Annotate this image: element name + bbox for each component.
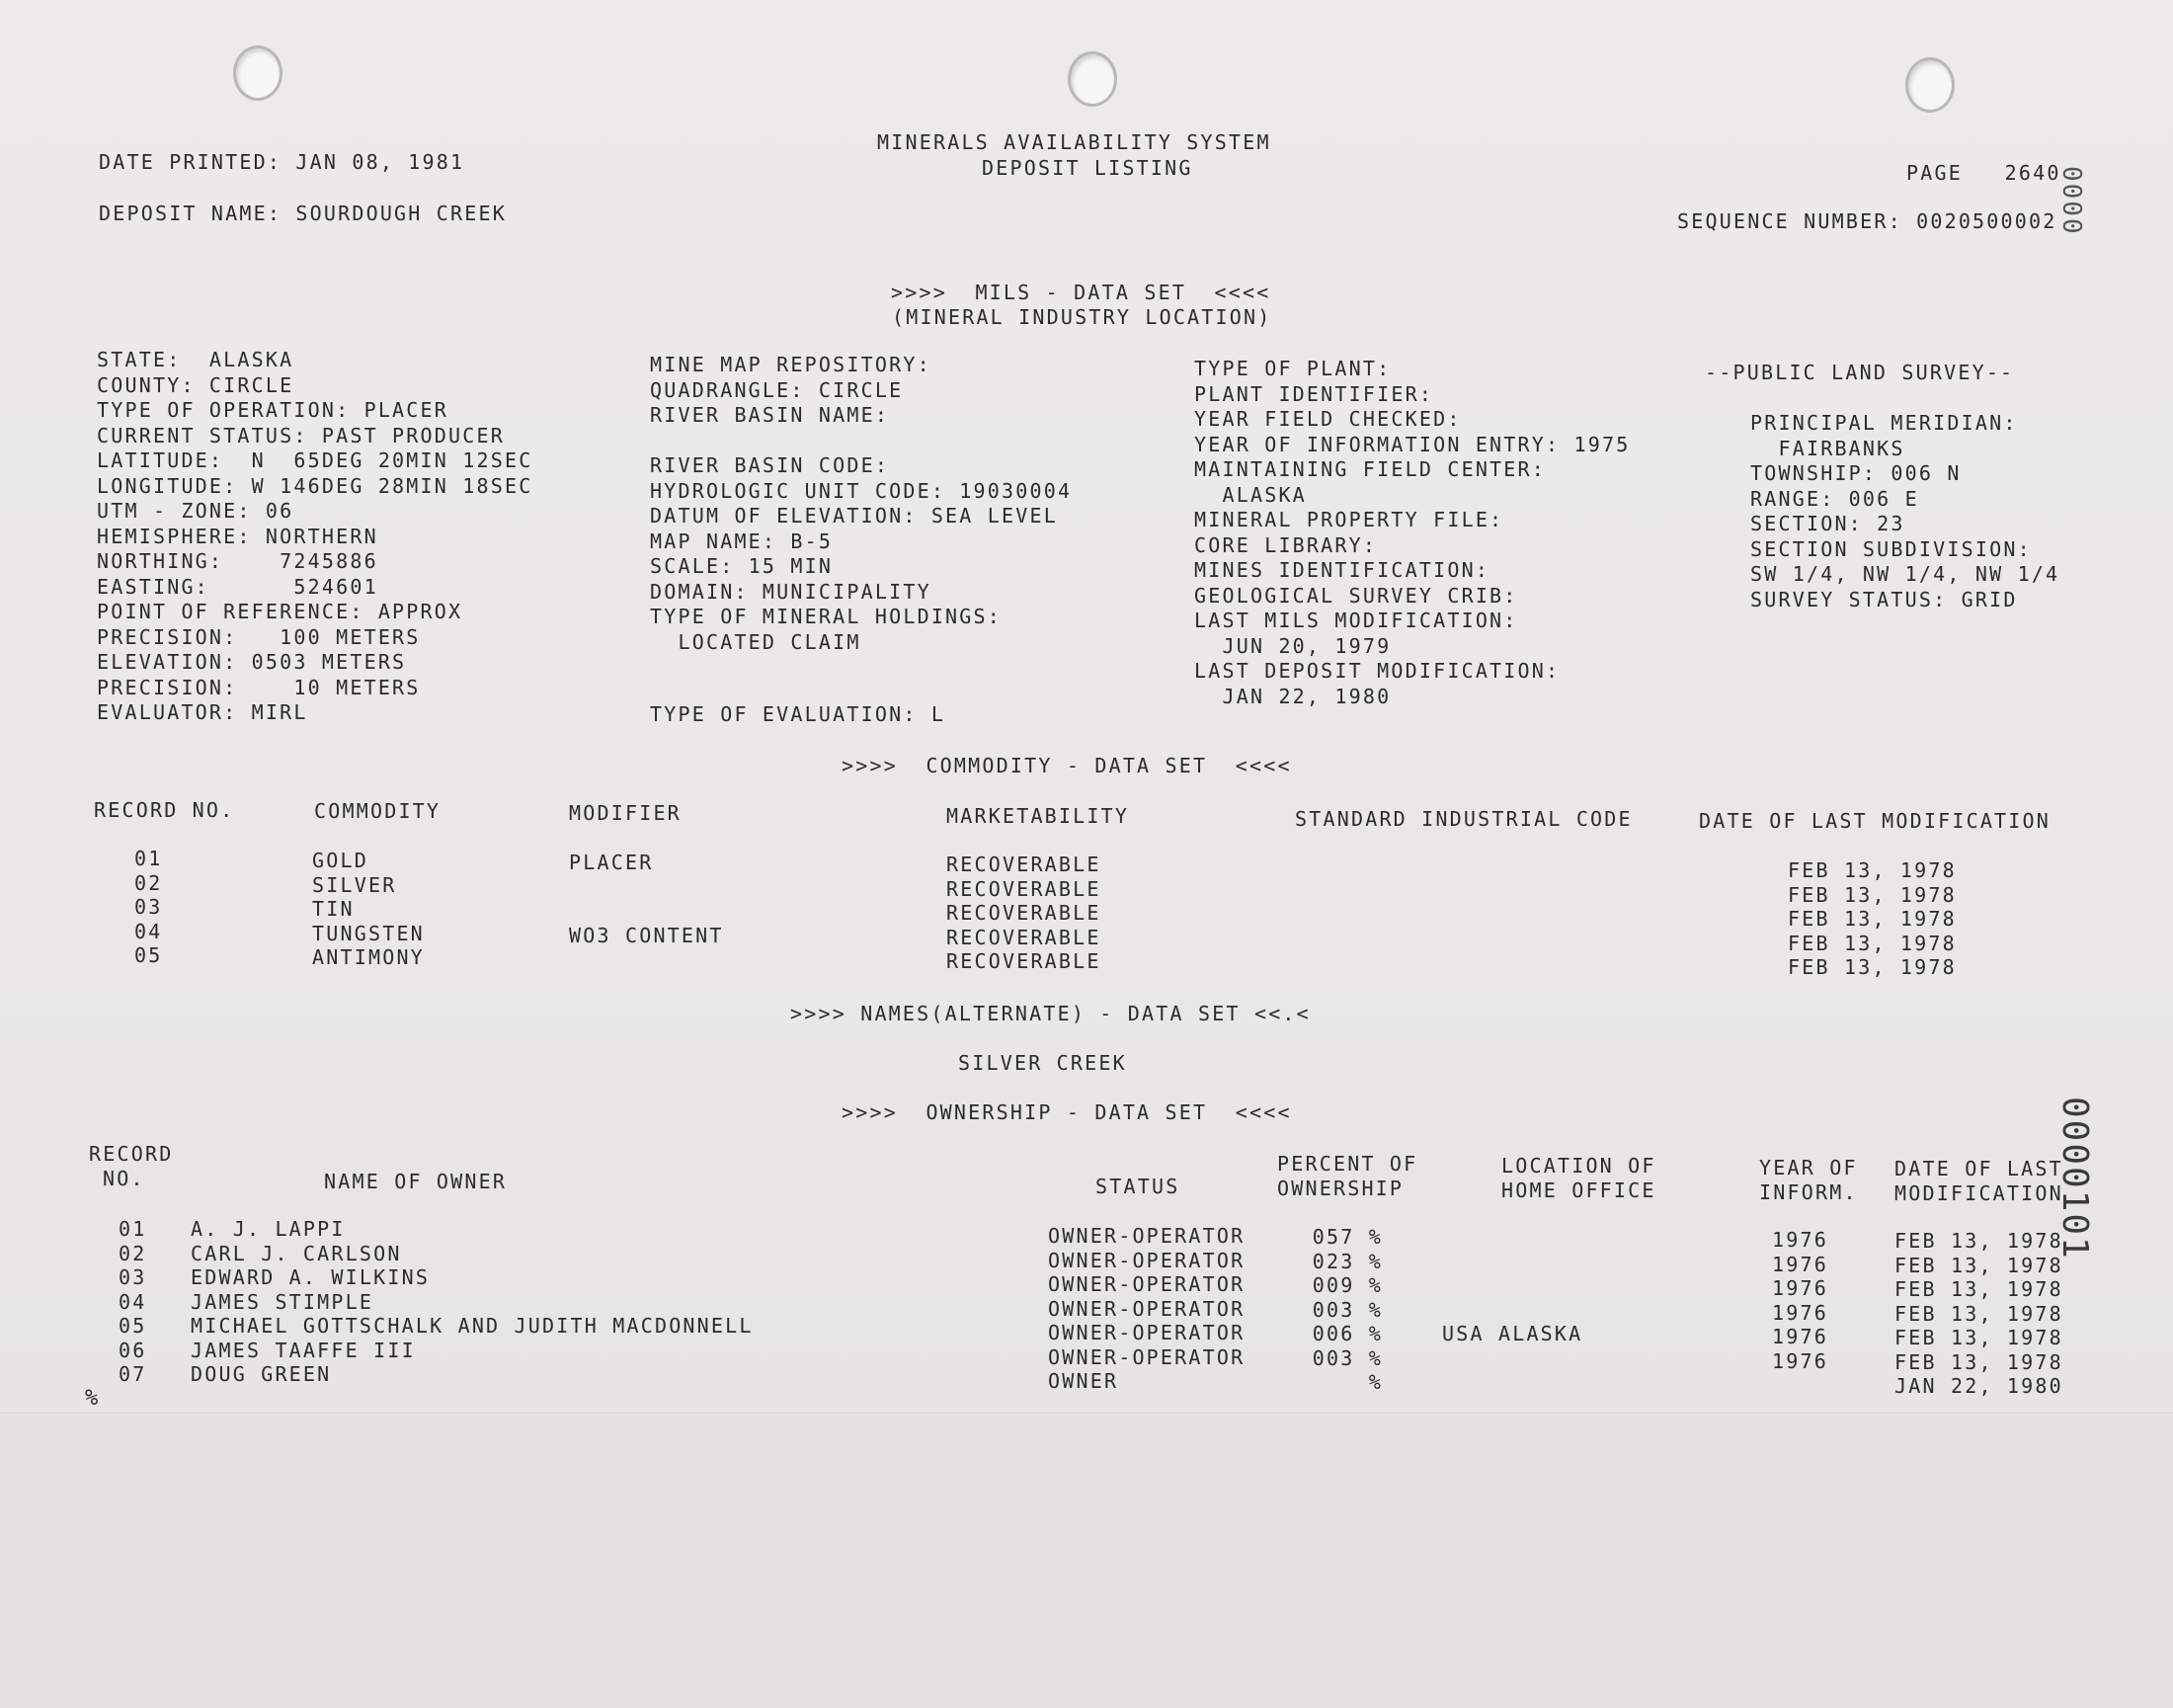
owner-name: JAMES TAAFFE III [191, 1338, 416, 1362]
commodity-record-no: 01 [134, 847, 163, 870]
commodity-title: >>>> COMMODITY - DATA SET <<<< [842, 754, 1292, 777]
public-land-survey-title: --PUBLIC LAND SURVEY-- [1705, 361, 2015, 384]
mils-plant-line: YEAR OF INFORMATION ENTRY: 1975 [1194, 432, 1631, 456]
commodity-header-modifier: MODIFIER [569, 801, 682, 825]
mils-map-line: SCALE: 15 MIN [650, 554, 834, 578]
mils-location-line: LATITUDE: N 65DEG 20MIN 12SEC [97, 448, 533, 472]
owner-percent: 003 % [1312, 1345, 1383, 1370]
mils-map-line: MINE MAP REPOSITORY: [650, 353, 931, 376]
punch-hole-right-icon [1905, 57, 1955, 113]
mils-plant-line: CORE LIBRARY: [1194, 532, 1378, 557]
commodity-name: TUNGSTEN [312, 921, 425, 945]
ownership-header-inform: INFORM. [1759, 1180, 1858, 1204]
punch-hole-center-icon [1068, 51, 1117, 107]
owner-location: USA ALASKA [1442, 1322, 1583, 1345]
ownership-location-column [1442, 1225, 1582, 1395]
owner-status: OWNER [1048, 1369, 1119, 1393]
owner-name: CARL J. CARLSON [191, 1241, 402, 1265]
owner-name: EDWARD A. WILKINS [191, 1265, 431, 1289]
commodity-name: GOLD [312, 849, 368, 872]
mils-plant-line: MAINTAINING FIELD CENTER: [1194, 457, 1547, 481]
commodity-date: FEB 13, 1978 [1788, 931, 1957, 955]
punch-hole-left-icon [233, 45, 282, 101]
owner-date: FEB 13, 1978 [1894, 1326, 2063, 1349]
owner-date: FEB 13, 1978 [1894, 1229, 2063, 1253]
owner-percent: 003 % [1312, 1297, 1383, 1322]
owner-date: FEB 13, 1978 [1894, 1277, 2063, 1301]
ownership-header-home-office: HOME OFFICE [1501, 1179, 1656, 1202]
mils-location-line: ELEVATION: 0503 METERS [97, 650, 407, 674]
owner-year: 1976 [1772, 1300, 1828, 1325]
owner-year: 1976 [1772, 1276, 1828, 1300]
owner-record-no: 01 [119, 1217, 147, 1241]
mils-location-line: PRECISION: 100 METERS [97, 624, 421, 649]
owner-record-no: 04 [119, 1289, 147, 1314]
commodity-modifier [569, 947, 724, 972]
mils-plant-line: JAN 22, 1980 [1194, 684, 1392, 708]
commodity-date: FEB 13, 1978 [1788, 907, 1957, 931]
commodity-header-commodity: COMMODITY [314, 799, 442, 823]
mils-location-line: EVALUATOR: MIRL [97, 700, 308, 724]
mils-location-line: EASTING: 524601 [97, 574, 378, 599]
mils-plant-line: ALASKA [1194, 482, 1307, 507]
mils-location-line: HEMISPHERE: NORTHERN [97, 524, 378, 548]
mils-location-line: STATE: ALASKA [97, 348, 294, 371]
owner-status: OWNER-OPERATOR [1048, 1344, 1246, 1369]
owner-percent: 009 % [1312, 1273, 1383, 1297]
listing-title: DEPOSIT LISTING [982, 156, 1193, 180]
commodity-date-column [1788, 858, 1957, 980]
owner-name: DOUG GREEN [191, 1362, 332, 1386]
owner-status: OWNER-OPERATOR [1048, 1296, 1246, 1321]
owner-year: 1976 [1772, 1252, 1828, 1276]
mils-location-line: POINT OF REFERENCE: APPROX [97, 600, 463, 623]
owner-record-no: 02 [119, 1241, 147, 1265]
owner-location [1442, 1273, 1582, 1298]
owner-status: OWNER-OPERATOR [1048, 1321, 1246, 1344]
public-land-survey-line: FAIRBANKS [1750, 436, 1905, 460]
mils-location-line: CURRENT STATUS: PAST PRODUCER [97, 423, 505, 447]
ownership-header-percent: PERCENT OF [1277, 1152, 1418, 1176]
mils-location-column [97, 348, 532, 726]
owner-percent: 057 % [1312, 1225, 1383, 1249]
public-land-survey-line: RANGE: 006 E [1750, 486, 1919, 511]
commodity-marketability: RECOVERABLE [946, 925, 1101, 949]
commodity-name: SILVER [312, 872, 397, 897]
mils-location-line: PRECISION: 10 METERS [97, 675, 421, 699]
ownership-header-ownership: OWNERSHIP [1277, 1177, 1405, 1200]
ownership-header-name: NAME OF OWNER [324, 1170, 508, 1193]
ownership-date-column [1894, 1229, 2063, 1399]
page-bottom-band [0, 1413, 2173, 1708]
owner-percent: % [1368, 1370, 1383, 1394]
owner-location [1442, 1346, 1582, 1371]
owner-record-no: 05 [119, 1314, 147, 1338]
public-land-survey-column [1750, 411, 2059, 612]
mils-map-line: QUADRANGLE: CIRCLE [650, 377, 904, 402]
owner-record-no: 06 [119, 1338, 147, 1362]
owner-location [1442, 1298, 1582, 1323]
mils-map-column [650, 353, 1072, 655]
owner-percent: 023 % [1312, 1249, 1383, 1273]
owner-year [1772, 1373, 1828, 1398]
mils-map-line: DOMAIN: MUNICIPALITY [650, 579, 931, 604]
commodity-date: FEB 13, 1978 [1788, 882, 1957, 907]
commodity-record-no: 05 [134, 943, 163, 967]
owner-year: 1976 [1772, 1228, 1828, 1252]
deposit-name: DEPOSIT NAME: SOURDOUGH CREEK [99, 202, 507, 225]
mils-plant-line: MINERAL PROPERTY FILE: [1194, 508, 1504, 531]
mils-plant-line: YEAR FIELD CHECKED: [1194, 407, 1462, 431]
mils-map-line: HYDROLOGIC UNIT CODE: 19030004 [650, 478, 1073, 503]
commodity-header-marketability: MARKETABILITY [946, 804, 1130, 828]
commodity-name: ANTIMONY [312, 945, 425, 969]
owner-record-no: 07 [119, 1362, 147, 1386]
ownership-header-modification: MODIFICATION [1894, 1181, 2063, 1205]
mils-location-line: TYPE OF OPERATION: PLACER [97, 398, 449, 422]
mils-plant-line: LAST DEPOSIT MODIFICATION: [1194, 659, 1561, 683]
alternate-name: SILVER CREEK [958, 1051, 1127, 1075]
mils-map-line: TYPE OF MINERAL HOLDINGS: [650, 605, 1003, 628]
mils-title: >>>> MILS - DATA SET <<<< [891, 281, 1271, 304]
owner-percent: 006 % [1312, 1322, 1383, 1345]
ownership-header-year: YEAR OF [1759, 1156, 1858, 1179]
public-land-survey-line: TOWNSHIP: 006 N [1750, 461, 1962, 485]
mils-location-line: UTM - ZONE: 06 [97, 499, 294, 523]
ownership-header-location: LOCATION OF [1501, 1154, 1656, 1178]
public-land-survey-line: PRINCIPAL MERIDIAN: [1750, 411, 2018, 435]
ownership-status-column [1048, 1224, 1245, 1394]
mils-map-line: RIVER BASIN CODE: [650, 453, 890, 477]
type-of-evaluation: TYPE OF EVALUATION: L [650, 702, 946, 726]
mils-map-line [650, 429, 1072, 454]
owner-record-no: 03 [119, 1265, 147, 1289]
page-number: PAGE 2640 [1906, 161, 2061, 185]
mils-plant-line: PLANT IDENTIFIER: [1194, 381, 1434, 406]
ownership-year-column [1772, 1228, 1828, 1398]
commodity-marketability: RECOVERABLE [946, 949, 1101, 973]
owner-status: OWNER-OPERATOR [1048, 1224, 1246, 1248]
owner-location [1442, 1225, 1582, 1250]
commodity-record-no: 04 [134, 919, 163, 943]
mils-plant-line: LAST MILS MODIFICATION: [1194, 609, 1518, 632]
commodity-marketability: RECOVERABLE [946, 876, 1101, 901]
owner-date: FEB 13, 1978 [1894, 1301, 2063, 1326]
commodity-date: FEB 13, 1978 [1788, 858, 1957, 882]
commodity-marketability-column [946, 853, 1101, 974]
mils-subtitle: (MINERAL INDUSTRY LOCATION) [892, 305, 1272, 329]
commodity-date: FEB 13, 1978 [1788, 955, 1957, 979]
mils-map-line: DATUM OF ELEVATION: SEA LEVEL [650, 504, 1058, 528]
owner-status: OWNER-OPERATOR [1048, 1248, 1246, 1272]
names-title: >>>> NAMES(ALTERNATE) - DATA SET <<.< [790, 1002, 1311, 1025]
mils-location-line: LONGITUDE: W 146DEG 28MIN 18SEC [97, 473, 533, 498]
owner-location [1442, 1250, 1582, 1274]
commodity-name: TIN [312, 897, 355, 921]
commodity-modifier [569, 875, 724, 900]
owner-status: OWNER-OPERATOR [1048, 1272, 1246, 1296]
mils-location-line: COUNTY: CIRCLE [97, 372, 294, 397]
ownership-percent-column [1304, 1225, 1383, 1395]
mils-plant-line: GEOLOGICAL SURVEY CRIB: [1194, 583, 1518, 608]
owner-year: 1976 [1772, 1348, 1828, 1373]
owner-date: FEB 13, 1978 [1894, 1349, 2063, 1374]
public-land-survey-line: SW 1/4, NW 1/4, NW 1/4 [1750, 562, 2060, 586]
sequence-number: SEQUENCE NUMBER: 0020500002 [1677, 209, 2057, 233]
commodity-name-column [312, 849, 425, 970]
public-land-survey-line: SURVEY STATUS: GRID [1750, 587, 2018, 611]
owner-location [1442, 1370, 1582, 1395]
commodity-marketability: RECOVERABLE [946, 901, 1101, 925]
margin-stamp-bottom: 0000101 [2054, 1097, 2095, 1261]
commodity-header-date: DATE OF LAST MODIFICATION [1699, 809, 2052, 833]
mils-plant-line: TYPE OF PLANT: [1194, 357, 1392, 380]
footer-percent-mark: % [85, 1386, 101, 1411]
public-land-survey-line: SECTION SUBDIVISION: [1750, 536, 2032, 561]
commodity-modifier: WO3 CONTENT [569, 923, 724, 947]
margin-stamp-top: 0000 [2056, 166, 2086, 236]
mils-plant-line: JUN 20, 1979 [1194, 633, 1392, 658]
owner-name: A. J. LAPPI [191, 1217, 346, 1241]
commodity-modifier: PLACER [569, 851, 654, 874]
mils-map-line: MAP NAME: B-5 [650, 529, 834, 553]
mils-map-line: RIVER BASIN NAME: [650, 403, 890, 427]
commodity-header-record: RECORD NO. [94, 798, 235, 822]
system-title: MINERALS AVAILABILITY SYSTEM [877, 130, 1271, 154]
ownership-header-status: STATUS [1095, 1175, 1180, 1198]
mils-map-line: LOCATED CLAIM [650, 629, 861, 654]
commodity-record-no: 03 [134, 895, 163, 919]
commodity-header-sic: STANDARD INDUSTRIAL CODE [1295, 807, 1633, 831]
ownership-name-column [191, 1217, 754, 1387]
mils-plant-column [1194, 357, 1630, 709]
owner-date: JAN 22, 1980 [1894, 1374, 2063, 1398]
owner-name: JAMES STIMPLE [191, 1289, 374, 1314]
owner-name: MICHAEL GOTTSCHALK AND JUDITH MACDONNELL [191, 1314, 754, 1338]
ownership-title: >>>> OWNERSHIP - DATA SET <<<< [842, 1100, 1292, 1124]
ownership-header-record: RECORD [89, 1142, 174, 1166]
mils-plant-line: MINES IDENTIFICATION: [1194, 558, 1490, 582]
commodity-modifier-column [569, 851, 724, 972]
ownership-record-column [119, 1217, 146, 1387]
mils-location-line: NORTHING: 7245886 [97, 549, 378, 573]
commodity-record-column [134, 847, 162, 968]
date-printed: DATE PRINTED: JAN 08, 1981 [99, 150, 465, 174]
owner-year: 1976 [1772, 1325, 1828, 1348]
owner-date: FEB 13, 1978 [1894, 1253, 2063, 1277]
commodity-modifier [569, 899, 724, 924]
ownership-header-date: DATE OF LAST [1894, 1157, 2063, 1180]
commodity-record-no: 02 [134, 870, 163, 895]
commodity-marketability: RECOVERABLE [946, 853, 1101, 876]
ownership-header-record-no: NO. [103, 1167, 145, 1190]
public-land-survey-line: SECTION: 23 [1750, 512, 1905, 535]
